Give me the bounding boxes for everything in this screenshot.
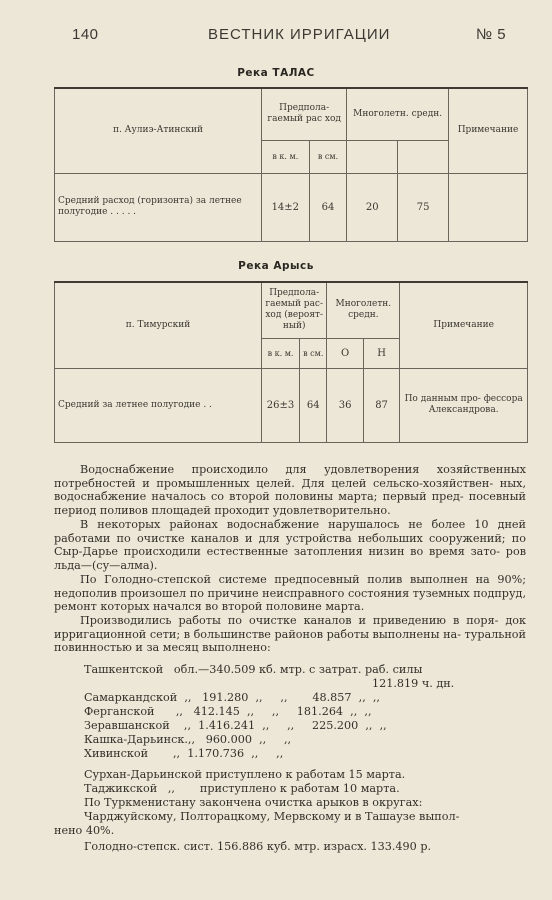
table2-col-assumed: Предпола- гаемый рас- ход (вероят- ный): [262, 282, 327, 338]
works-line-tajik: Таджикской ,, приступлено к работам 10 марта.: [84, 782, 400, 795]
table1-unit-cm: в см.: [309, 140, 347, 173]
paragraph-cleaning-works: Производились работы по очистке каналов и приведению в поря- док ирригационной сети; в большинстве районов работы выполнены на- туральной повинностью и за месяц выполнено:: [54, 614, 526, 655]
table2-col-note: Примечание: [400, 282, 528, 368]
works-line-fergana: Ферганской ,, 412.145 ,, ,, 181.264 ,, ,,: [84, 705, 372, 718]
page-header: [0, 26, 552, 50]
table2-sub-n: Н: [363, 338, 399, 368]
page-number: 140: [72, 26, 99, 43]
table2-unit-km: в к. м.: [262, 338, 300, 368]
table2-row-label: Средний за летнее полугодие . .: [55, 368, 262, 442]
table1-station: п. Аулиэ-Атинский: [55, 88, 262, 173]
table-talas: [54, 87, 528, 242]
works-line-golodnaya-system: Голодно-степск. сист. 156.886 куб. мтр. израсх. 133.490 р.: [84, 840, 432, 853]
issue-number: № 5: [476, 26, 507, 43]
table1-value-assumed-cm: 64: [309, 173, 347, 241]
works-line-surkhandarya: Сурхан-Дарьинской приступлено к работам 15 марта.: [84, 768, 406, 781]
table1-river-title: Река ТАЛАС: [237, 67, 315, 79]
table2-station: п. Тимурский: [55, 282, 262, 368]
table2-unit-cm: в см.: [300, 338, 327, 368]
table2-value-assumed-cm: 64: [300, 368, 327, 442]
table2-note: По данным про- фессора Александрова.: [400, 368, 528, 442]
table2-col-multiyear: Многолетн. средн.: [327, 282, 400, 338]
table1-value-assumed-km: 14±2: [262, 173, 310, 241]
table2-river-title: Река Арысь: [238, 260, 314, 272]
works-line-zeravshan: Зеравшанской ,, 1.416.241 ,, ,, 225.200 ,, ,,: [84, 719, 387, 732]
works-line-tashkent: Ташкентской обл.—340.509 кб. мтр. с затрат. раб. силы: [84, 663, 423, 676]
works-line-khiva: Хивинской ,, 1.170.736 ,, ,,: [84, 747, 284, 760]
table2-value-multiyear-o: 36: [327, 368, 363, 442]
table2-value-assumed-km: 26±3: [262, 368, 300, 442]
table1-unit-km: в к. м.: [262, 140, 310, 173]
paragraph-disruptions: В некоторых районах водоснабжение нарушалось не более 10 дней работами по очистке каналов и для устройства небольших сооружений; по Сыр-Дарье происходили естественные затопления низин во время зато- ров льда—(су—алма).: [54, 518, 526, 572]
table1-value-multiyear-high: 75: [398, 173, 449, 241]
table2-sub-o: О: [327, 338, 363, 368]
table1-sub4: [398, 140, 449, 173]
works-line-samarkand: Самаркандской ,, 191.280 ,, ,, 48.857 ,, ,,: [84, 691, 380, 704]
paragraph-water-supply: Водоснабжение происходило для удовлетворения хозяйственных потребностей и промышленных целей. Для целей сельско-хозяйствен- ных, водоснабжение началось со второй половины марта; первый пред- посевный период поливов площадей проходит удовлетворительно.: [54, 463, 526, 517]
paragraph-golodnaya-steppe: По Голодно-степской системе предпосевный полив выполнен на 90%; недополив произошел по причине неисправного состояния туземных подпруд, ремонт которых начался во второй половине марта.: [54, 573, 526, 614]
table1-col-multiyear: Многолетн. средн.: [347, 88, 449, 140]
works-line-districts: Чарджуйскому, Полторацкому, Мервскому и в Ташаузе выпол-: [84, 810, 460, 823]
works-line-tashkent-labor: 121.819 ч. дн.: [372, 677, 455, 690]
table1-col-note: Примечание: [449, 88, 528, 173]
journal-title: ВЕСТНИК ИРРИГАЦИИ: [208, 26, 391, 43]
works-line-kashkadarya: Кашка-Дарьинск.,, 960.000 ,, ,,: [84, 733, 292, 746]
table1-note: [449, 173, 528, 241]
table1-value-multiyear-low: 20: [347, 173, 398, 241]
works-line-turkmenistan: По Туркменистану закончена очистка арыков в округах:: [84, 796, 423, 809]
table1-col-assumed: Предпола- гаемый рас ход: [262, 88, 347, 140]
table1-row-label: Средний расход (горизонта) за летнее полугодие . . . . .: [55, 173, 262, 241]
table1-sub3: [347, 140, 398, 173]
table-arys: [54, 281, 528, 443]
works-line-percent: нено 40%.: [54, 824, 115, 837]
table2-value-multiyear-n: 87: [363, 368, 399, 442]
